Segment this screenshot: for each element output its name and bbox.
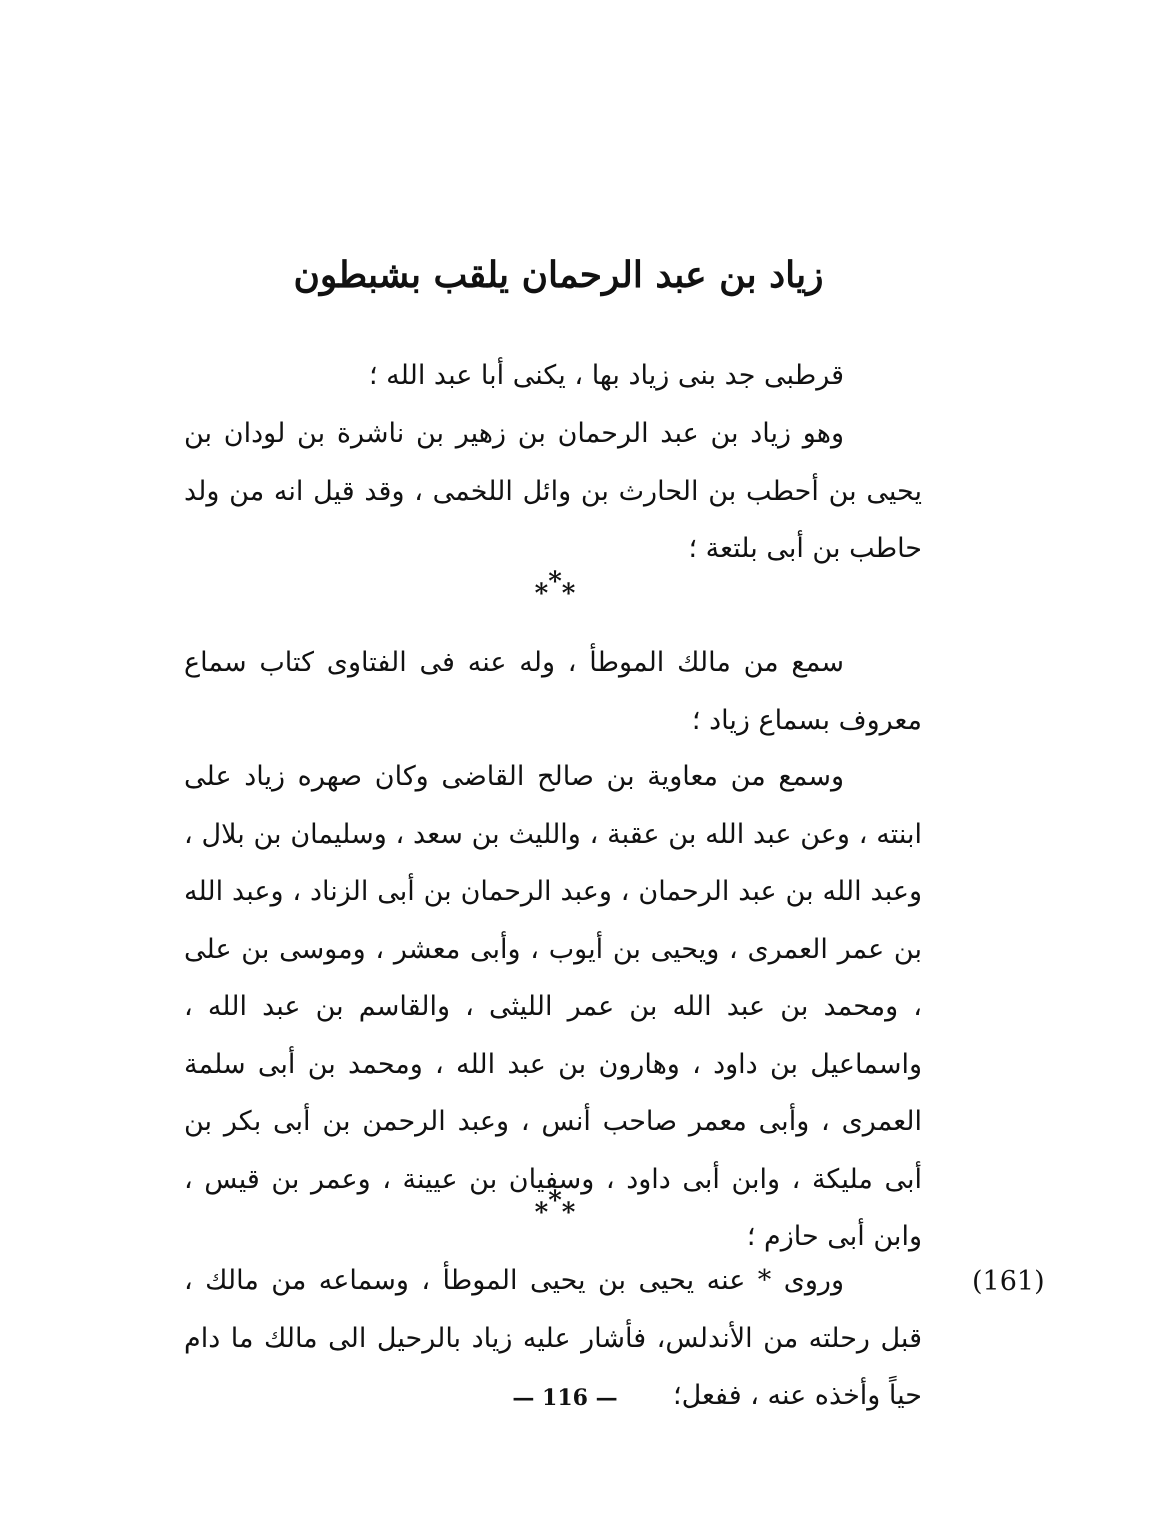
paragraph-4: وسمع من معاوية بن صالح القاضى وكان صهره زياد على ابنته ، وعن عبد الله بن عقبة ، والليث بن سعد ، وسليمان بن بلال ، وعبد الله بن عبد الرحمان ، وعبد الرحمان بن أبى الزناد ، وعبد الله بن عمر العمرى ، ويحيى بن أيوب ، وأبى معشر ، وموسى بن على ، ومحمد بن عبد الله بن عمر الليثى ، والقاسم بن عبد الله ، واسماعيل بن داود ، وهارون بن عبد الله ، ومحمد بن أبى سلمة العمرى ، وأبى معمر صاحب أنس ، وعبد الرحمن بن أبى بكر بن أبى مليكة ، وابن أبى داود ، وسفيان بن عيينة ، وعمر بن قيس ، وابن أبى حازم ؛ xyxy=(184,761,922,1252)
separator-star: * xyxy=(534,1198,549,1228)
paragraph-2: وهو زياد بن عبد الرحمان بن زهير بن ناشرة بن لودان بن يحيى بن أحطب بن الحارث بن وائل اللخمى ، وقد قيل انه من ولد حاطب بن أبى بلتعة ؛ xyxy=(184,418,922,564)
separator-star: * xyxy=(561,579,576,609)
section-separator-2 xyxy=(500,1186,610,1228)
page-number: — 116 — xyxy=(512,1385,618,1411)
separator-star: * xyxy=(534,579,549,609)
separator-star: * xyxy=(561,1198,576,1228)
marginal-entry-number: (161) xyxy=(972,1266,1045,1297)
paragraph-1: قرطبى جد بنى زياد بها ، يكنى أبا عبد الله ؛ xyxy=(369,360,844,391)
paragraph-3: سمع من مالك الموطأ ، وله عنه فى الفتاوى كتاب سماع معروف بسماع زياد ؛ xyxy=(184,647,922,736)
separator-star: * xyxy=(548,567,562,597)
page-title: زياد بن عبد الرحمان يلقب بشبطون xyxy=(293,254,824,296)
section-separator-1 xyxy=(500,567,610,609)
paragraph-5: وروى * عنه يحيى بن يحيى الموطأ ، وسماعه من مالك ، قبل رحلته من الأندلس، فأشار عليه زياد بالرحيل الى مالك ما دام حياً وأخذه عنه ، ففعل؛ xyxy=(184,1265,922,1411)
separator-star: * xyxy=(548,1186,562,1216)
